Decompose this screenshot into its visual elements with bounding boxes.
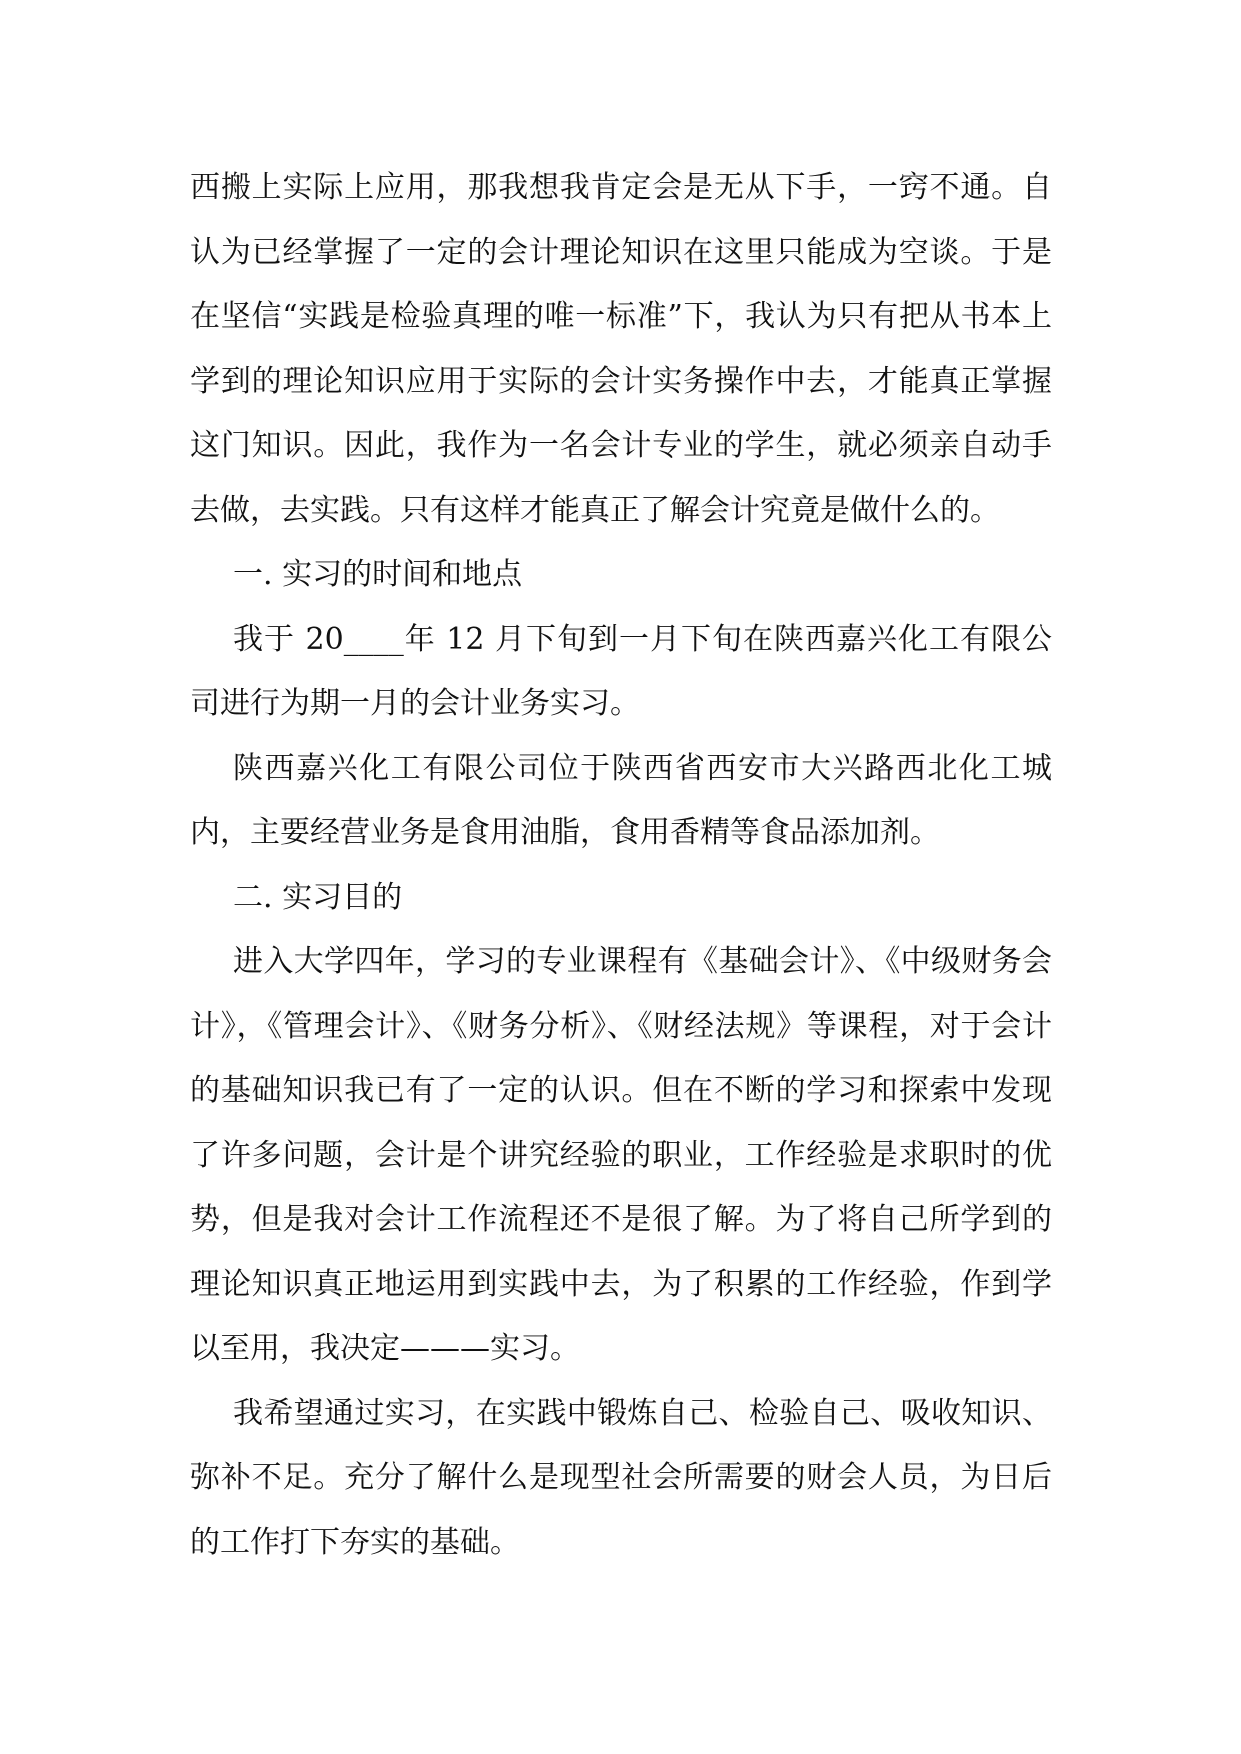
paragraph-internship-period: 我于 20____年 12 月下旬到一月下旬在陕西嘉兴化工有限公司进行为期一月的会计业务实习。 <box>190 621 1052 721</box>
document-body <box>190 156 1052 1575</box>
section-heading-internship-purpose: 二. 实习目的 <box>233 879 403 915</box>
paragraph-company-description: 陕西嘉兴化工有限公司位于陕西省西安市大兴路西北化工城内，主要经营业务是食用油脂，食用香精等食品添加剂。 <box>190 750 1052 850</box>
paragraph-purpose-background: 进入大学四年，学习的专业课程有《基础会计》、《中级财务会计》，《管理会计》、《财务分析》、《财经法规》等课程，对于会计的基础知识我已有了一定的认识。但在不断的学习和探索中发现了许多问题，会计是个讲究经验的职业，工作经验是求职时的优势，但是我对会计工作流程还不是很了解。为了将自己所学到的理论知识真正地运用到实践中去，为了积累的工作经验，作到学以至用，我决定———实习。 <box>190 944 1052 1366</box>
paragraph-purpose-hope: 我希望通过实习，在实践中锻炼自己、检验自己、吸收知识、弥补不足。充分了解什么是现型社会所需要的财会人员，为日后的工作打下夯实的基础。 <box>190 1395 1052 1560</box>
paragraph-intro-continued: 西搬上实际上应用，那我想我肯定会是无从下手，一窍不通。自认为已经掌握了一定的会计理论知识在这里只能成为空谈。于是在坚信“实践是检验真理的唯一标准”下，我认为只有把从书本上学到的理论知识应用于实际的会计实务操作中去，才能真正掌握这门知识。因此，我作为一名会计专业的学生，就必须亲自动手去做，去实践。只有这样才能真正了解会计究竟是做什么的。 <box>190 170 1052 528</box>
section-heading-time-and-place: 一. 实习的时间和地点 <box>233 557 523 592</box>
